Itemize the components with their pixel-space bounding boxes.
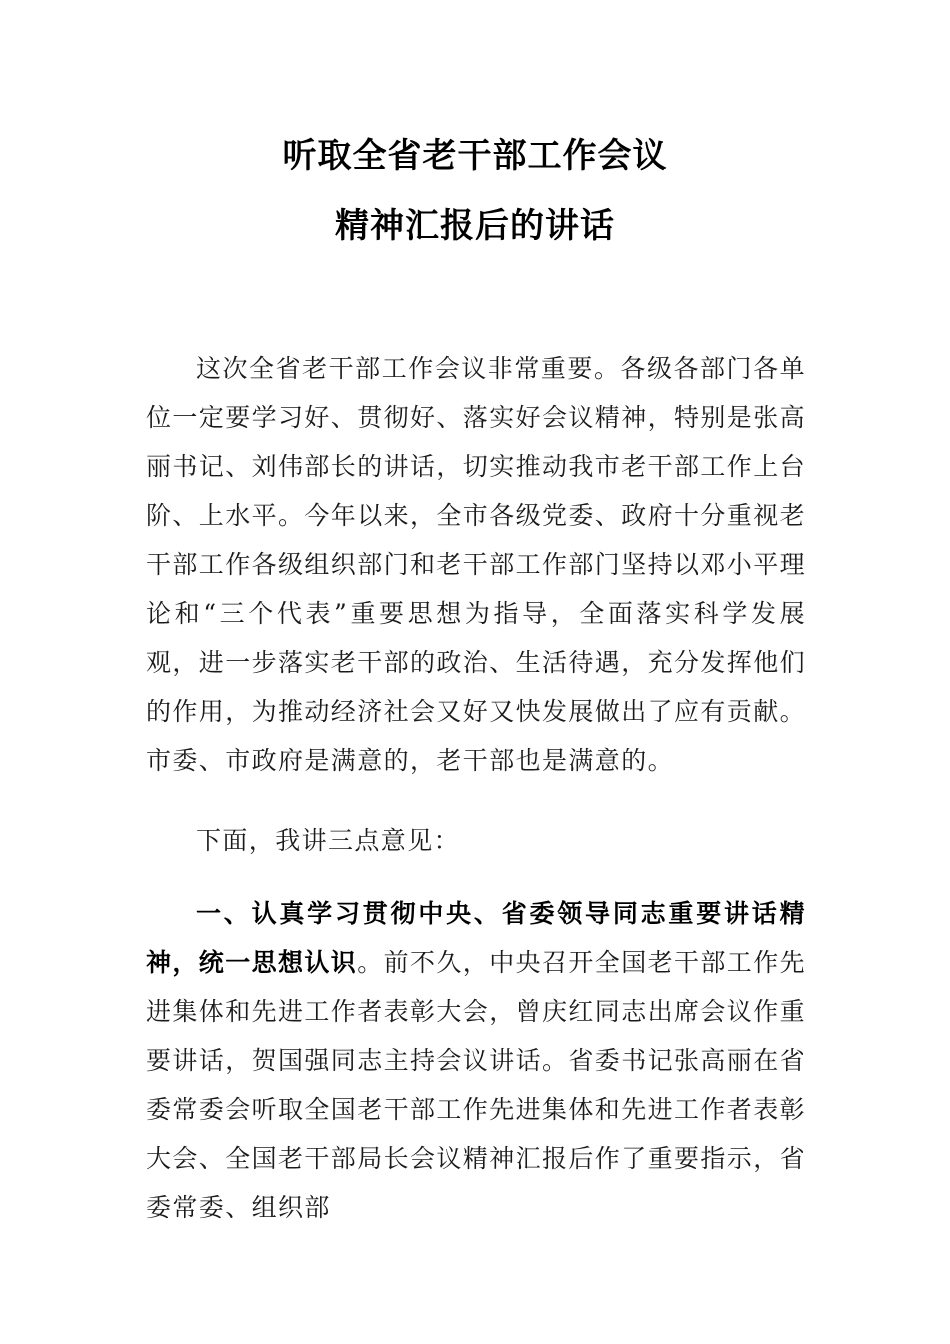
- paragraph-transition: 下面，我讲三点意见：: [196, 826, 461, 855]
- point-one-body: 。前不久，中央召开全国老干部工作先进集体和先进工作者表彰大会，曾庆红同志出席会议作重要讲话，贺国强同志主持会议讲话。省委书记张高丽在省委常委会听取全国老干部工作先进集体和先进工作者表彰大会、全国老干部局长会议精神汇报后作了重要指示，省委常委、组织部: [146, 948, 807, 1222]
- document-title-line-2: 精神汇报后的讲话: [335, 206, 615, 246]
- document-title-line-1: 听取全省老干部工作会议: [282, 136, 668, 176]
- paragraph-point-one: [146, 889, 806, 1232]
- point-one-heading: 一、认真学习贯彻中央、省委领导同志重要讲话精神，统一思想认识: [146, 899, 806, 977]
- paragraph-intro: 这次全省老干部工作会议非常重要。各级各部门各单位一定要学习好、贯彻好、落实好会议精神，特别是张高丽书记、刘伟部长的讲话，切实推动我市老干部工作上台阶、上水平。今年以来，全市各级党委、政府十分重视老干部工作各级组织部门和老干部工作部门坚持以邓小平理论和“三个代表”重要思想为指导，全面落实科学发展观，进一步落实老干部的政治、生活待遇，充分发挥他们的作用，为推动经济社会又好又快发展做出了应有贡献。市委、市政府是满意的，老干部也是满意的。: [146, 354, 807, 775]
